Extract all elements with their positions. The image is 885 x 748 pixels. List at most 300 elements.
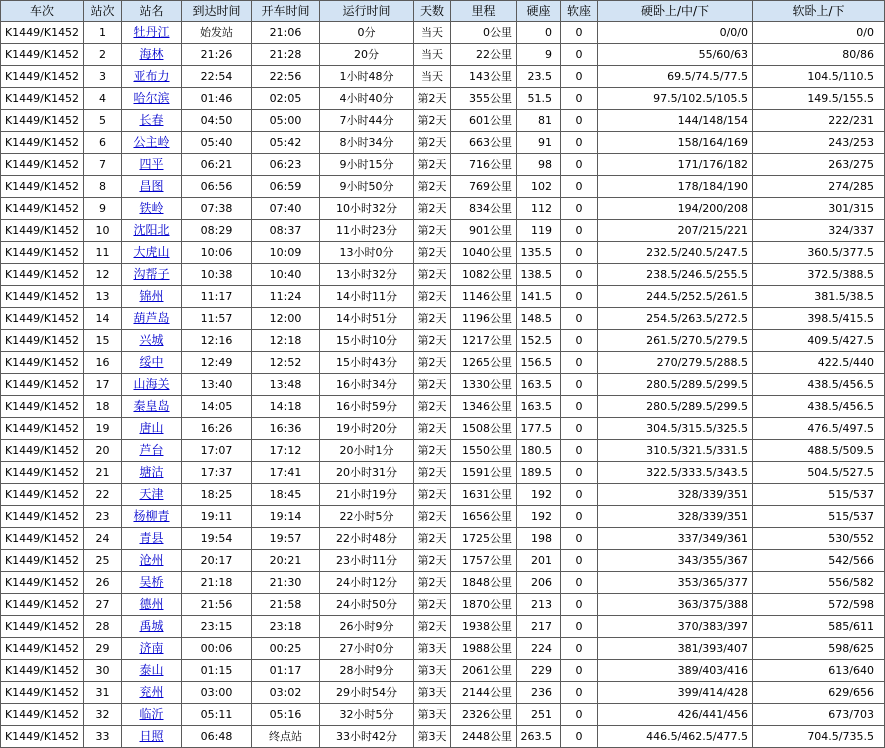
cell-arrive: 08:29: [182, 220, 252, 242]
cell-soft-sleeper: 274/285: [753, 176, 885, 198]
cell-station: [122, 88, 182, 110]
table-row: [1, 264, 885, 286]
cell-hard-sleeper: 261.5/270.5/279.5: [598, 330, 753, 352]
cell-train: K1449/K1452: [1, 660, 84, 682]
cell-hard-seat: 112: [517, 198, 561, 220]
cell-station: [122, 132, 182, 154]
cell-station: [122, 308, 182, 330]
cell-hard-seat: 201: [517, 550, 561, 572]
station-link[interactable]: 绥中: [139, 355, 164, 369]
cell-hard-seat: 213: [517, 594, 561, 616]
cell-elapsed: 24小时12分: [320, 572, 414, 594]
cell-station: [122, 550, 182, 572]
cell-elapsed: 33小时42分: [320, 726, 414, 748]
cell-soft-seat: 0: [561, 418, 598, 440]
cell-train: K1449/K1452: [1, 220, 84, 242]
cell-arrive: 18:25: [182, 484, 252, 506]
table-row: [1, 242, 885, 264]
cell-hard-sleeper: 370/383/397: [598, 616, 753, 638]
cell-train: K1449/K1452: [1, 242, 84, 264]
cell-station: [122, 66, 182, 88]
cell-arrive: 17:07: [182, 440, 252, 462]
table-row: [1, 528, 885, 550]
cell-soft-seat: 0: [561, 154, 598, 176]
cell-hard-seat: 102: [517, 176, 561, 198]
cell-soft-seat: 0: [561, 594, 598, 616]
cell-soft-sleeper: 613/640: [753, 660, 885, 682]
station-link[interactable]: 天津: [139, 487, 164, 501]
cell-hard-seat: 156.5: [517, 352, 561, 374]
cell-days: 第2天: [414, 506, 451, 528]
cell-station: [122, 506, 182, 528]
table-row: [1, 506, 885, 528]
cell-soft-seat: 0: [561, 374, 598, 396]
cell-hard-sleeper: 178/184/190: [598, 176, 753, 198]
station-link[interactable]: 沧州: [139, 553, 164, 567]
cell-train: K1449/K1452: [1, 176, 84, 198]
cell-days: 第2天: [414, 484, 451, 506]
cell-station: [122, 22, 182, 44]
cell-station: [122, 528, 182, 550]
table-row: [1, 462, 885, 484]
cell-days: 第2天: [414, 286, 451, 308]
cell-train: K1449/K1452: [1, 418, 84, 440]
cell-distance: 1870公里: [451, 594, 517, 616]
cell-days: 第2天: [414, 572, 451, 594]
cell-depart: 17:41: [252, 462, 320, 484]
station-link[interactable]: 秦皇岛: [133, 399, 170, 413]
cell-depart: 05:16: [252, 704, 320, 726]
cell-distance: 1265公里: [451, 352, 517, 374]
cell-seq: 10: [84, 220, 122, 242]
cell-soft-seat: 0: [561, 704, 598, 726]
cell-hard-sleeper: 426/441/456: [598, 704, 753, 726]
cell-hard-seat: 152.5: [517, 330, 561, 352]
cell-days: 第2天: [414, 550, 451, 572]
cell-hard-seat: 217: [517, 616, 561, 638]
station-link[interactable]: 山海关: [133, 377, 170, 391]
cell-hard-seat: 9: [517, 44, 561, 66]
cell-arrive: 01:46: [182, 88, 252, 110]
cell-train: K1449/K1452: [1, 374, 84, 396]
cell-station: [122, 242, 182, 264]
cell-days: 第2天: [414, 242, 451, 264]
cell-seq: 17: [84, 374, 122, 396]
cell-soft-sleeper: 515/537: [753, 484, 885, 506]
station-link[interactable]: 德州: [139, 597, 164, 611]
cell-soft-sleeper: 360.5/377.5: [753, 242, 885, 264]
header-train: 车次: [1, 1, 84, 22]
header-hard-sleeper: 硬卧上/中/下: [598, 1, 753, 22]
cell-soft-seat: 0: [561, 440, 598, 462]
cell-days: 第3天: [414, 704, 451, 726]
station-link[interactable]: 沈阳北: [133, 223, 170, 237]
cell-depart: 03:02: [252, 682, 320, 704]
station-link[interactable]: 济南: [139, 641, 164, 655]
cell-elapsed: 8小时34分: [320, 132, 414, 154]
table-row: [1, 132, 885, 154]
cell-soft-seat: 0: [561, 330, 598, 352]
cell-station: [122, 154, 182, 176]
cell-depart: 11:24: [252, 286, 320, 308]
cell-distance: 2326公里: [451, 704, 517, 726]
cell-days: 第2天: [414, 88, 451, 110]
cell-hard-seat: 148.5: [517, 308, 561, 330]
cell-seq: 15: [84, 330, 122, 352]
cell-depart: 02:05: [252, 88, 320, 110]
cell-depart: 21:58: [252, 594, 320, 616]
cell-depart: 08:37: [252, 220, 320, 242]
header-soft-seat: 软座: [561, 1, 598, 22]
cell-depart: 19:57: [252, 528, 320, 550]
cell-soft-sleeper: 301/315: [753, 198, 885, 220]
cell-hard-seat: 135.5: [517, 242, 561, 264]
cell-arrive: 12:49: [182, 352, 252, 374]
header-days: 天数: [414, 1, 451, 22]
cell-hard-seat: 163.5: [517, 396, 561, 418]
cell-elapsed: 22小时5分: [320, 506, 414, 528]
cell-seq: 9: [84, 198, 122, 220]
cell-soft-sleeper: 398.5/415.5: [753, 308, 885, 330]
cell-hard-sleeper: 343/355/367: [598, 550, 753, 572]
cell-seq: 6: [84, 132, 122, 154]
table-row: [1, 440, 885, 462]
cell-soft-seat: 0: [561, 132, 598, 154]
cell-seq: 27: [84, 594, 122, 616]
table-row: [1, 22, 885, 44]
cell-station: [122, 44, 182, 66]
cell-hard-seat: 98: [517, 154, 561, 176]
cell-days: 第2天: [414, 198, 451, 220]
cell-depart: 18:45: [252, 484, 320, 506]
cell-soft-seat: 0: [561, 638, 598, 660]
station-link[interactable]: 兖州: [139, 685, 164, 699]
cell-hard-seat: 163.5: [517, 374, 561, 396]
cell-soft-sleeper: 104.5/110.5: [753, 66, 885, 88]
cell-days: 第2天: [414, 132, 451, 154]
cell-hard-seat: 180.5: [517, 440, 561, 462]
cell-station: [122, 198, 182, 220]
station-link[interactable]: 亚布力: [133, 69, 170, 83]
cell-seq: 14: [84, 308, 122, 330]
cell-distance: 1217公里: [451, 330, 517, 352]
cell-distance: 1591公里: [451, 462, 517, 484]
cell-distance: 1082公里: [451, 264, 517, 286]
station-link[interactable]: 锦州: [139, 289, 164, 303]
cell-seq: 12: [84, 264, 122, 286]
station-link[interactable]: 铁岭: [139, 201, 164, 215]
cell-soft-seat: 0: [561, 220, 598, 242]
cell-seq: 31: [84, 682, 122, 704]
cell-depart: 05:00: [252, 110, 320, 132]
cell-hard-sleeper: 0/0/0: [598, 22, 753, 44]
cell-depart: 07:40: [252, 198, 320, 220]
cell-distance: 1988公里: [451, 638, 517, 660]
cell-train: K1449/K1452: [1, 638, 84, 660]
cell-hard-sleeper: 381/393/407: [598, 638, 753, 660]
cell-hard-seat: 229: [517, 660, 561, 682]
cell-train: K1449/K1452: [1, 66, 84, 88]
table-row: [1, 110, 885, 132]
cell-seq: 23: [84, 506, 122, 528]
cell-days: 第2天: [414, 418, 451, 440]
cell-soft-sleeper: 381.5/38.5: [753, 286, 885, 308]
cell-train: K1449/K1452: [1, 286, 84, 308]
cell-depart: 19:14: [252, 506, 320, 528]
cell-hard-sleeper: 244.5/252.5/261.5: [598, 286, 753, 308]
station-link[interactable]: 吴桥: [139, 575, 164, 589]
station-link[interactable]: 牡丹江: [133, 25, 170, 39]
cell-distance: 1040公里: [451, 242, 517, 264]
cell-days: 第2天: [414, 528, 451, 550]
cell-hard-seat: 119: [517, 220, 561, 242]
cell-arrive: 06:21: [182, 154, 252, 176]
cell-hard-sleeper: 97.5/102.5/105.5: [598, 88, 753, 110]
cell-depart: 06:59: [252, 176, 320, 198]
cell-hard-sleeper: 270/279.5/288.5: [598, 352, 753, 374]
cell-hard-seat: 263.5: [517, 726, 561, 748]
cell-arrive: 21:18: [182, 572, 252, 594]
cell-days: 第3天: [414, 660, 451, 682]
cell-days: 第2天: [414, 616, 451, 638]
cell-station: [122, 462, 182, 484]
cell-train: K1449/K1452: [1, 44, 84, 66]
cell-elapsed: 14小时11分: [320, 286, 414, 308]
cell-train: K1449/K1452: [1, 396, 84, 418]
cell-elapsed: 16小时34分: [320, 374, 414, 396]
cell-elapsed: 20小时1分: [320, 440, 414, 462]
cell-days: 当天: [414, 22, 451, 44]
table-row: [1, 682, 885, 704]
cell-depart: 10:40: [252, 264, 320, 286]
cell-distance: 1550公里: [451, 440, 517, 462]
cell-days: 第2天: [414, 330, 451, 352]
station-link[interactable]: 杨柳青: [133, 509, 170, 523]
cell-seq: 28: [84, 616, 122, 638]
cell-depart: 13:48: [252, 374, 320, 396]
station-link[interactable]: 兴城: [139, 333, 164, 347]
cell-elapsed: 16小时59分: [320, 396, 414, 418]
cell-depart: 21:06: [252, 22, 320, 44]
cell-train: K1449/K1452: [1, 484, 84, 506]
header-soft-sleeper: 软卧上/下: [753, 1, 885, 22]
cell-arrive: 05:11: [182, 704, 252, 726]
cell-soft-sleeper: 629/656: [753, 682, 885, 704]
cell-soft-seat: 0: [561, 286, 598, 308]
cell-hard-sleeper: 232.5/240.5/247.5: [598, 242, 753, 264]
cell-soft-sleeper: 515/537: [753, 506, 885, 528]
cell-elapsed: 4小时40分: [320, 88, 414, 110]
station-link[interactable]: 哈尔滨: [133, 91, 170, 105]
cell-hard-sleeper: 304.5/315.5/325.5: [598, 418, 753, 440]
table-row: [1, 330, 885, 352]
cell-distance: 716公里: [451, 154, 517, 176]
cell-distance: 663公里: [451, 132, 517, 154]
cell-hard-sleeper: 363/375/388: [598, 594, 753, 616]
cell-soft-sleeper: 0/0: [753, 22, 885, 44]
table-row: [1, 550, 885, 572]
cell-station: [122, 286, 182, 308]
station-link[interactable]: 青县: [139, 531, 164, 545]
cell-elapsed: 22小时48分: [320, 528, 414, 550]
table-row: [1, 572, 885, 594]
cell-elapsed: 15小时43分: [320, 352, 414, 374]
table-row: [1, 418, 885, 440]
cell-hard-seat: 224: [517, 638, 561, 660]
cell-train: K1449/K1452: [1, 704, 84, 726]
cell-distance: 1346公里: [451, 396, 517, 418]
station-link[interactable]: 公主岭: [133, 135, 170, 149]
cell-distance: 601公里: [451, 110, 517, 132]
cell-station: [122, 660, 182, 682]
header-seq: 站次: [84, 1, 122, 22]
cell-hard-sleeper: 328/339/351: [598, 484, 753, 506]
station-link[interactable]: 日照: [139, 729, 164, 743]
cell-soft-sleeper: 476.5/497.5: [753, 418, 885, 440]
cell-hard-sleeper: 55/60/63: [598, 44, 753, 66]
cell-soft-sleeper: 572/598: [753, 594, 885, 616]
cell-distance: 1656公里: [451, 506, 517, 528]
cell-days: 第2天: [414, 352, 451, 374]
station-link[interactable]: 沟帮子: [133, 267, 170, 281]
station-link[interactable]: 大虎山: [133, 245, 170, 259]
cell-arrive: 06:56: [182, 176, 252, 198]
cell-seq: 11: [84, 242, 122, 264]
cell-hard-seat: 192: [517, 506, 561, 528]
cell-elapsed: 24小时50分: [320, 594, 414, 616]
station-link[interactable]: 泰山: [139, 663, 164, 677]
cell-hard-seat: 51.5: [517, 88, 561, 110]
cell-arrive: 19:11: [182, 506, 252, 528]
cell-soft-sleeper: 263/275: [753, 154, 885, 176]
station-link[interactable]: 葫芦岛: [133, 311, 170, 325]
cell-train: K1449/K1452: [1, 550, 84, 572]
cell-depart: 21:30: [252, 572, 320, 594]
cell-station: [122, 440, 182, 462]
cell-arrive: 13:40: [182, 374, 252, 396]
table-row: [1, 660, 885, 682]
cell-seq: 30: [84, 660, 122, 682]
cell-elapsed: 20小时31分: [320, 462, 414, 484]
cell-seq: 32: [84, 704, 122, 726]
cell-soft-seat: 0: [561, 352, 598, 374]
cell-hard-sleeper: 69.5/74.5/77.5: [598, 66, 753, 88]
station-link[interactable]: 禹城: [139, 619, 164, 633]
cell-station: [122, 682, 182, 704]
cell-depart: 终点站: [252, 726, 320, 748]
cell-days: 第3天: [414, 638, 451, 660]
cell-elapsed: 32小时5分: [320, 704, 414, 726]
cell-hard-sleeper: 280.5/289.5/299.5: [598, 396, 753, 418]
cell-depart: 06:23: [252, 154, 320, 176]
cell-depart: 23:18: [252, 616, 320, 638]
header-depart: 开车时间: [252, 1, 320, 22]
cell-soft-seat: 0: [561, 198, 598, 220]
cell-depart: 05:42: [252, 132, 320, 154]
cell-distance: 22公里: [451, 44, 517, 66]
station-link[interactable]: 昌图: [139, 179, 164, 193]
cell-days: 第2天: [414, 110, 451, 132]
cell-hard-sleeper: 280.5/289.5/299.5: [598, 374, 753, 396]
cell-depart: 22:56: [252, 66, 320, 88]
cell-soft-sleeper: 598/625: [753, 638, 885, 660]
cell-train: K1449/K1452: [1, 330, 84, 352]
table-row: [1, 396, 885, 418]
cell-station: [122, 220, 182, 242]
cell-soft-seat: 0: [561, 66, 598, 88]
cell-arrive: 12:16: [182, 330, 252, 352]
cell-station: [122, 638, 182, 660]
cell-seq: 29: [84, 638, 122, 660]
station-link[interactable]: 芦台: [139, 443, 164, 457]
cell-depart: 14:18: [252, 396, 320, 418]
station-link[interactable]: 临沂: [139, 707, 164, 721]
cell-seq: 7: [84, 154, 122, 176]
station-link[interactable]: 四平: [139, 157, 164, 171]
cell-hard-sleeper: 171/176/182: [598, 154, 753, 176]
cell-distance: 355公里: [451, 88, 517, 110]
cell-soft-seat: 0: [561, 528, 598, 550]
station-link[interactable]: 唐山: [139, 421, 164, 435]
cell-station: [122, 110, 182, 132]
cell-soft-seat: 0: [561, 44, 598, 66]
cell-elapsed: 9小时15分: [320, 154, 414, 176]
cell-seq: 3: [84, 66, 122, 88]
cell-hard-seat: 0: [517, 22, 561, 44]
cell-distance: 2448公里: [451, 726, 517, 748]
cell-arrive: 04:50: [182, 110, 252, 132]
header-arrive: 到达时间: [182, 1, 252, 22]
cell-soft-seat: 0: [561, 88, 598, 110]
cell-elapsed: 9小时50分: [320, 176, 414, 198]
cell-train: K1449/K1452: [1, 22, 84, 44]
cell-soft-sleeper: 243/253: [753, 132, 885, 154]
cell-arrive: 始发站: [182, 22, 252, 44]
cell-seq: 1: [84, 22, 122, 44]
station-link[interactable]: 长春: [139, 113, 164, 127]
table-row: [1, 220, 885, 242]
cell-elapsed: 21小时19分: [320, 484, 414, 506]
cell-seq: 8: [84, 176, 122, 198]
cell-station: [122, 264, 182, 286]
cell-seq: 20: [84, 440, 122, 462]
cell-station: [122, 352, 182, 374]
cell-soft-seat: 0: [561, 682, 598, 704]
cell-elapsed: 19小时20分: [320, 418, 414, 440]
cell-soft-seat: 0: [561, 660, 598, 682]
cell-station: [122, 374, 182, 396]
cell-days: 第2天: [414, 396, 451, 418]
cell-elapsed: 15小时10分: [320, 330, 414, 352]
cell-soft-seat: 0: [561, 176, 598, 198]
cell-days: 第3天: [414, 682, 451, 704]
cell-train: K1449/K1452: [1, 462, 84, 484]
cell-arrive: 21:26: [182, 44, 252, 66]
cell-soft-sleeper: 80/86: [753, 44, 885, 66]
cell-arrive: 11:17: [182, 286, 252, 308]
cell-seq: 25: [84, 550, 122, 572]
cell-soft-sleeper: 149.5/155.5: [753, 88, 885, 110]
cell-train: K1449/K1452: [1, 616, 84, 638]
cell-hard-sleeper: 310.5/321.5/331.5: [598, 440, 753, 462]
cell-elapsed: 0分: [320, 22, 414, 44]
cell-soft-sleeper: 222/231: [753, 110, 885, 132]
cell-distance: 143公里: [451, 66, 517, 88]
cell-seq: 21: [84, 462, 122, 484]
station-link[interactable]: 塘沽: [139, 465, 164, 479]
cell-soft-seat: 0: [561, 264, 598, 286]
station-link[interactable]: 海林: [139, 47, 164, 61]
